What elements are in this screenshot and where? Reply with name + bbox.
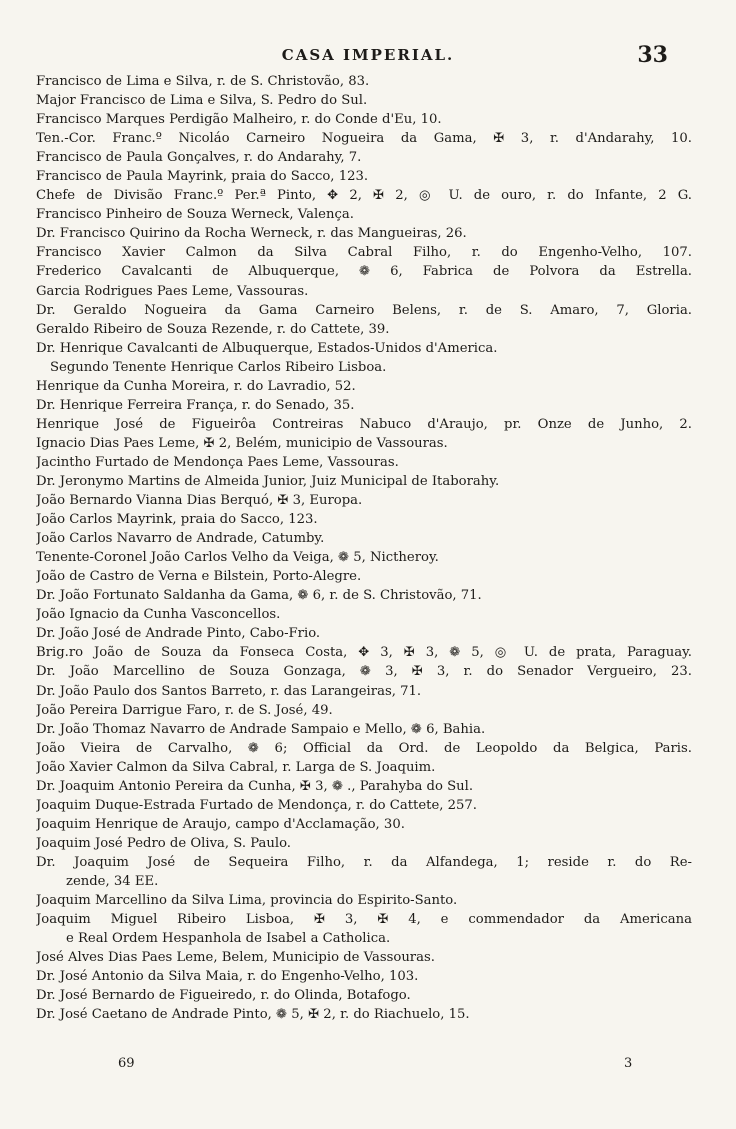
list-item: Francisco de Paula Mayrink, praia do Sacco, 123. bbox=[36, 169, 369, 185]
list-item: Brig.ro João de Souza da Fonseca Costa, ✥ 3, ✠ 3, ❁ 5, ◎ U. de prata, Paraguay. bbox=[36, 645, 692, 661]
list-item: Jacintho Furtado de Mendonça Paes Leme, Vassouras. bbox=[36, 454, 399, 470]
list-item: Dr. João José de Andrade Pinto, Cabo-Frio. bbox=[36, 626, 321, 642]
list-item: João Xavier Calmon da Silva Cabral, r. Larga de S. Joaquim. bbox=[36, 759, 436, 775]
entry-continuation: e Real Ordem Hespanhola de Isabel a Catholica. bbox=[66, 931, 391, 947]
page-title: CASA IMPERIAL. bbox=[281, 46, 455, 64]
list-item: Geraldo Ribeiro de Souza Rezende, r. do Cattete, 39. bbox=[36, 321, 390, 337]
list-item: Dr. Francisco Quirino da Rocha Werneck, r. das Mangueiras, 26. bbox=[36, 226, 467, 242]
list-item: Tenente-Coronel João Carlos Velho da Veiga, ❁ 5, Nictheroy. bbox=[36, 550, 439, 566]
list-item: Francisco Xavier Calmon da Silva Cabral Filho, r. do Engenho-Velho, 107. bbox=[36, 245, 692, 261]
list-item: João de Castro de Verna e Bilstein, Porto-Alegre. bbox=[36, 569, 362, 585]
list-item: João Vieira de Carvalho, ❁ 6; Official da Ord. de Leopoldo da Belgica, Paris. bbox=[36, 740, 692, 756]
sheet-number: 3 bbox=[624, 1056, 633, 1071]
entry-continuation: zende, 34 EE. bbox=[66, 873, 159, 889]
list-item: Dr. Henrique Cavalcanti de Albuquerque, Estados-Unidos d'America. bbox=[36, 340, 498, 356]
list-item: João Pereira Darrigue Faro, r. de S. José, 49. bbox=[36, 702, 333, 718]
list-item: João Carlos Mayrink, praia do Sacco, 123. bbox=[36, 512, 318, 528]
list-item: Dr. Joaquim José de Sequeira Filho, r. da Alfandega, 1; reside r. do Re- bbox=[36, 854, 692, 870]
list-item: Ignacio Dias Paes Leme, ✠ 2, Belém, municipio de Vassouras. bbox=[36, 435, 448, 451]
list-item: Garcia Rodrigues Paes Leme, Vassouras. bbox=[36, 283, 309, 299]
list-item: Joaquim Marcellino da Silva Lima, provincia do Espirito-Santo. bbox=[36, 893, 458, 909]
list-item: Joaquim Henrique de Araujo, campo d'Acclamação, 30. bbox=[36, 816, 405, 832]
list-item: Francisco de Paula Gonçalves, r. do Andarahy, 7. bbox=[36, 150, 362, 166]
list-item: Joaquim José Pedro de Oliva, S. Paulo. bbox=[36, 835, 291, 851]
list-item: João Bernardo Vianna Dias Berquó, ✠ 3, Europa. bbox=[36, 493, 363, 509]
list-item: Francisco de Lima e Silva, r. de S. Christovão, 83. bbox=[36, 74, 370, 89]
list-item: Dr. José Caetano de Andrade Pinto, ❁ 5, ✠ 2, r. do Riachuelo, 15. bbox=[36, 1007, 470, 1023]
list-item: Dr. João Fortunato Saldanha da Gama, ❁ 6, r. de S. Christovão, 71. bbox=[36, 588, 482, 604]
list-item: Dr. José Bernardo de Figueiredo, r. do Olinda, Botafogo. bbox=[36, 988, 411, 1004]
list-item: Dr. José Antonio da Silva Maia, r. do Engenho-Velho, 103. bbox=[36, 969, 419, 985]
list-item: Dr. Henrique Ferreira França, r. do Senado, 35. bbox=[36, 397, 355, 413]
entry-list bbox=[36, 72, 692, 1024]
list-item: Francisco Marques Perdigão Malheiro, r. do Conde d'Eu, 10. bbox=[36, 112, 442, 128]
list-item: Henrique José de Figueirôa Contreiras Nabuco d'Araujo, pr. Onze de Junho, 2. bbox=[36, 416, 692, 432]
list-item: Joaquim Miguel Ribeiro Lisboa, ✠ 3, ✠ 4, e commendador da Americana bbox=[36, 912, 692, 928]
list-item: João Carlos Navarro de Andrade, Catumby. bbox=[36, 531, 325, 547]
list-item: Dr. Jeronymo Martins de Almeida Junior, Juiz Municipal de Itaborahy. bbox=[36, 473, 500, 489]
list-item: Major Francisco de Lima e Silva, S. Pedro do Sul. bbox=[36, 93, 368, 109]
list-item: Dr. João Thomaz Navarro de Andrade Sampaio e Mello, ❁ 6, Bahia. bbox=[36, 721, 486, 737]
list-item: Francisco Pinheiro de Souza Werneck, Valença. bbox=[36, 207, 354, 223]
list-item: Dr. João Marcellino de Souza Gonzaga, ❁ 3, ✠ 3, r. do Senador Vergueiro, 23. bbox=[36, 664, 692, 680]
list-item: José Alves Dias Paes Leme, Belem, Municipio de Vassouras. bbox=[36, 950, 435, 966]
signature-mark: 69 bbox=[118, 1056, 135, 1071]
list-item: Dr. Geraldo Nogueira da Gama Carneiro Belens, r. de S. Amaro, 7, Gloria. bbox=[36, 302, 692, 318]
list-item: Dr. João Paulo dos Santos Barreto, r. das Larangeiras, 71. bbox=[36, 683, 422, 699]
list-item: Joaquim Duque-Estrada Furtado de Mendonça, r. do Cattete, 257. bbox=[36, 797, 478, 813]
list-item: Ten.-Cor. Franc.º Nicoláo Carneiro Nogueira da Gama, ✠ 3, r. d'Andarahy, 10. bbox=[36, 131, 692, 147]
list-item: João Ignacio da Cunha Vasconcellos. bbox=[36, 607, 281, 623]
page-footer bbox=[0, 1056, 736, 1076]
page-header bbox=[0, 42, 736, 72]
list-item: Segundo Tenente Henrique Carlos Ribeiro Lisboa. bbox=[50, 359, 387, 375]
list-item: Frederico Cavalcanti de Albuquerque, ❁ 6, Fabrica de Polvora da Estrella. bbox=[36, 264, 692, 280]
page-number: 33 bbox=[637, 42, 668, 68]
list-item: Henrique da Cunha Moreira, r. do Lavradio, 52. bbox=[36, 378, 356, 394]
list-item: Chefe de Divisão Franc.º Per.ª Pinto, ✥ 2, ✠ 2, ◎ U. de ouro, r. do Infante, 2 G. bbox=[36, 188, 692, 204]
list-item: Dr. Joaquim Antonio Pereira da Cunha, ✠ 3, ❁ ., Parahyba do Sul. bbox=[36, 778, 474, 794]
